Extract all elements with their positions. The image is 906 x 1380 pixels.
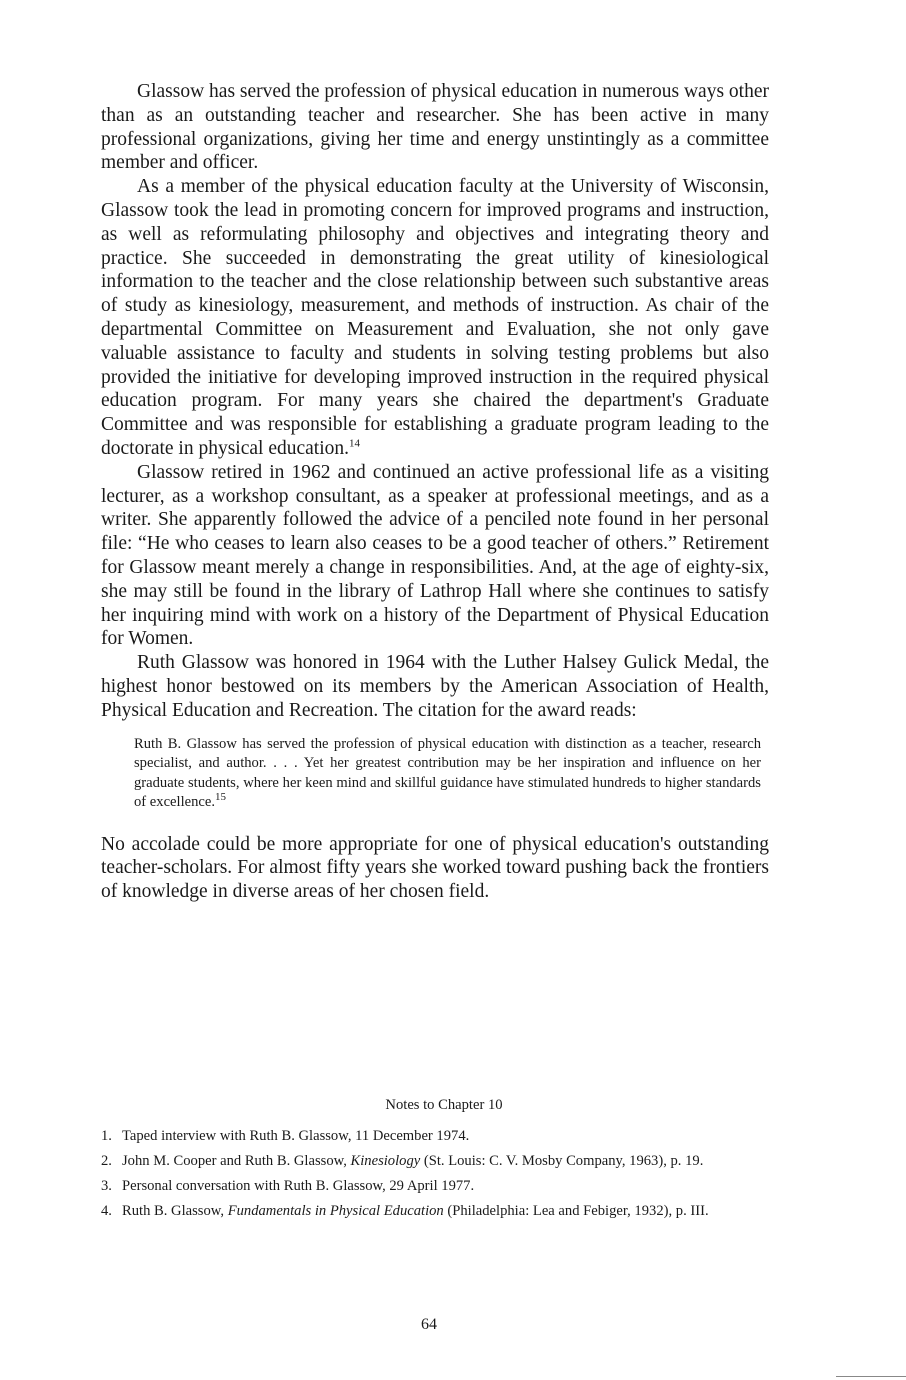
paragraph-2: [101, 175, 769, 461]
note-item: [101, 1152, 769, 1171]
note-number: 4.: [101, 1203, 112, 1219]
paragraph-5: No accolade could be more appropriate for one of physical education's outstanding teacher-scholars. For almost fifty years she worked toward pushing back the frontiers of knowledge in diverse areas of her chosen field.: [101, 833, 769, 903]
note-text-post: (St. Louis: C. V. Mosby Company, 1963), p. 19.: [420, 1153, 704, 1169]
note-title-italic: Fundamentals in Physical Education: [227, 1203, 444, 1219]
note-text: [122, 1202, 769, 1221]
note-text-post: (Philadelphia: Lea and Febiger, 1932), p. III.: [443, 1203, 709, 1219]
note-item: [101, 1127, 769, 1146]
note-text: Taped interview with Ruth B. Glassow, 11 December 1974.: [122, 1128, 470, 1144]
note-number: 3.: [101, 1178, 112, 1194]
citation-quote-text: Ruth B. Glassow has served the profession of physical education with distinction as a teacher, research specialist, and author. . . . Yet her greatest contribution may be her inspiration and influence on her graduate students, where her keen mind and skillful guidance have stimulated hundreds to higher standards of excellence.: [134, 735, 761, 811]
paragraph-3: Glassow retired in 1962 and continued an active professional life as a visiting lecturer, as a workshop consultant, as a speaker at professional meetings, and as a writer. She apparently followed the advice of a penciled note found in her personal file: “He who ceases to learn also ceases to be a good teacher of others.” Retirement for Glassow meant merely a change in responsibilities. And, at the age of eighty-six, she may still be found in the library of Lathrop Hall where she continues to satisfy her inquiring mind with work on a history of the Department of Physical Education for Women.: [101, 461, 769, 650]
footnote-ref-15[interactable]: 15: [215, 791, 227, 804]
footnote-ref-14[interactable]: 14: [349, 437, 360, 450]
note-number: 2.: [101, 1153, 112, 1169]
main-text: [101, 80, 769, 904]
chapter-notes: [101, 1096, 769, 1227]
note-text: [122, 1152, 769, 1171]
note-text-pre: John M. Cooper and Ruth B. Glassow,: [122, 1153, 351, 1169]
scan-edge-line: [836, 1376, 906, 1377]
note-text: Personal conversation with Ruth B. Glassow, 29 April 1977.: [122, 1178, 475, 1194]
paragraph-4: Ruth Glassow was honored in 1964 with the Luther Halsey Gulick Medal, the highest honor bestowed on its members by the American Association of Health, Physical Education and Recreation. The citation for the award reads:: [101, 652, 769, 721]
paragraph-2-text: As a member of the physical education faculty at the University of Wisconsin, Glassow took the lead in promoting concern for improved programs and instruction, as well as reformulating philosophy and objectives and integrating theory and practice. She succeeded in demonstrating the great utility of kinesiological information to the teacher and the close relationship between such substantive areas of study as kinesiology, measurement, and methods of instruction. As chair of the departmental Committee on Measurement and Evaluation, she not only gave valuable assistance to faculty and students in solving testing problems but also provided the initiative for developing improved instruction in the required physical education program. For many years she chaired the department's Graduate Committee and was responsible for establishing a graduate program leading to the doctorate in physical education.: [101, 176, 769, 459]
citation-quote: [134, 735, 761, 813]
note-item: [101, 1177, 769, 1196]
paragraph-1: Glassow has served the profession of physical education in numerous ways other than as an outstanding teacher and researcher. She has been active in many professional organizations, giving her time and energy unstintingly as a committee member and officer.: [101, 81, 769, 174]
note-item: [101, 1202, 769, 1221]
note-text-pre: Ruth B. Glassow,: [122, 1203, 228, 1219]
note-title-italic: Kinesiology: [350, 1153, 421, 1169]
page-number: 64: [421, 1316, 437, 1333]
notes-title: Notes to Chapter 10: [385, 1097, 503, 1113]
note-number: 1.: [101, 1128, 112, 1144]
